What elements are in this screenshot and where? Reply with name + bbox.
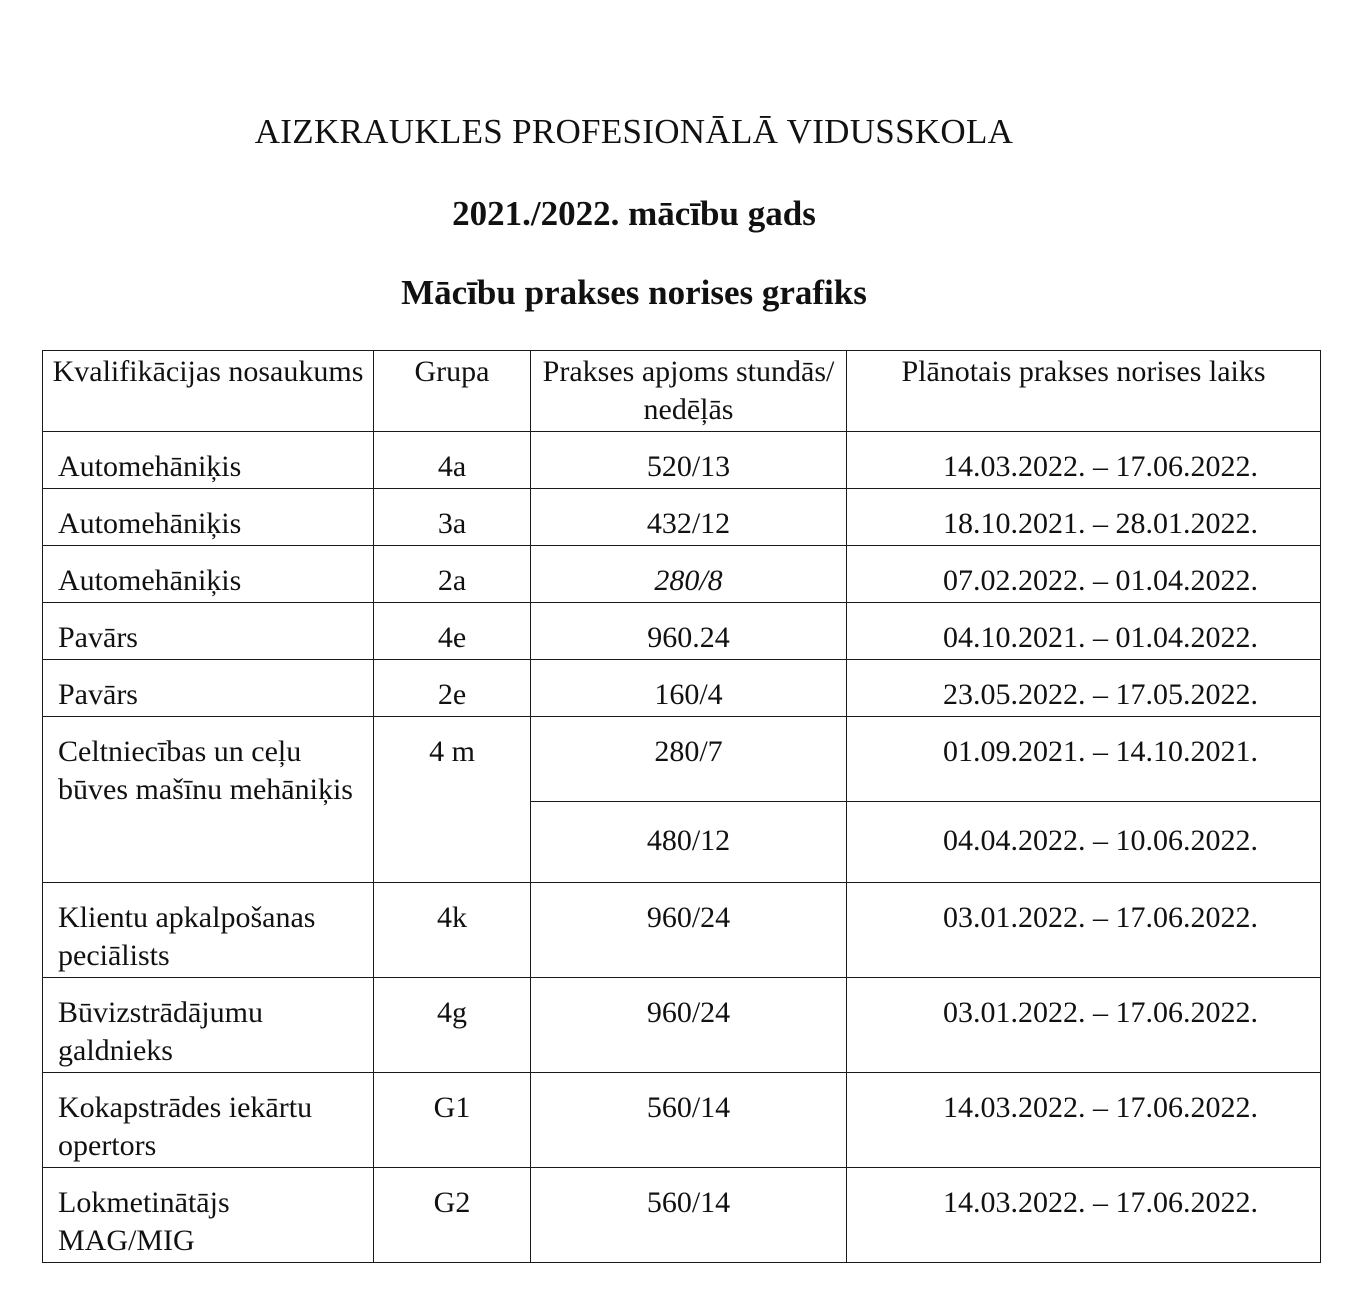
volume-cell: 560/14 [531,1073,847,1168]
volume-cell: 160/4 [531,660,847,717]
volume-cell: 280/7 [531,717,847,802]
qualification-cell: Automehāniķis [43,432,374,489]
volume-cell: 960/24 [531,978,847,1073]
academic-year: 2021./2022. mācību gads [452,194,816,233]
group-cell: 3a [374,489,531,546]
period-cell: 03.01.2022. – 17.06.2022. [847,978,1321,1073]
table-row [43,432,1321,489]
table-row [43,1168,1321,1263]
period-cell: 14.03.2022. – 17.06.2022. [847,1073,1321,1168]
column-header-qualification: Kvalifikācijas nosaukums [43,351,374,432]
group-cell: 2a [374,546,531,603]
group-cell: 4g [374,978,531,1073]
column-header-period: Plānotais prakses norises laiks [847,351,1321,432]
document-title: Mācību prakses norises grafiks [401,273,867,312]
period-cell: 07.02.2022. – 01.04.2022. [847,546,1321,603]
group-cell: 2e [374,660,531,717]
period-cell: 18.10.2021. – 28.01.2022. [847,489,1321,546]
volume-cell: 960.24 [531,603,847,660]
table-row [43,603,1321,660]
qualification-cell: Automehāniķis [43,489,374,546]
qualification-cell: Kokapstrādes iekārtu opertors [43,1073,374,1168]
column-header-group: Grupa [374,351,531,432]
volume-cell: 520/13 [531,432,847,489]
group-cell: 4e [374,603,531,660]
group-cell: G2 [374,1168,531,1263]
table-header-row [43,351,1321,432]
group-cell: 4 m [374,717,531,883]
volume-cell: 960/24 [531,883,847,978]
qualification-cell: Pavārs [43,660,374,717]
period-cell: 03.01.2022. – 17.06.2022. [847,883,1321,978]
column-header-volume: Prakses apjoms stundās/ nedēļās [531,351,847,432]
period-cell: 14.03.2022. – 17.06.2022. [847,432,1321,489]
period-cell: 14.03.2022. – 17.06.2022. [847,1168,1321,1263]
table-row [43,489,1321,546]
qualification-cell: Automehāniķis [43,546,374,603]
group-cell: 4a [374,432,531,489]
practice-schedule-table [42,350,1321,1263]
volume-cell: 280/8 [531,546,847,603]
table-row [43,660,1321,717]
qualification-cell: Lokmetinātājs MAG/MIG [43,1168,374,1263]
group-cell: G1 [374,1073,531,1168]
table-row [43,978,1321,1073]
table-row [43,883,1321,978]
volume-cell: 432/12 [531,489,847,546]
group-cell: 4k [374,883,531,978]
volume-cell: 480/12 [531,802,847,883]
period-cell: 23.05.2022. – 17.05.2022. [847,660,1321,717]
qualification-cell: Klientu apkalpošanas peciālists [43,883,374,978]
table-row [43,1073,1321,1168]
period-cell: 04.10.2021. – 01.04.2022. [847,603,1321,660]
period-cell: 04.04.2022. – 10.06.2022. [847,802,1321,883]
qualification-cell: Celtniecības un ceļu būves mašīnu mehāniķis [43,717,374,883]
table-row [43,546,1321,603]
school-name: AIZKRAUKLES PROFESIONĀLĀ VIDUSSKOLA [254,112,1014,151]
qualification-cell: Pavārs [43,603,374,660]
table-row [43,717,1321,802]
qualification-cell: Būvizstrādājumu galdnieks [43,978,374,1073]
period-cell: 01.09.2021. – 14.10.2021. [847,717,1321,802]
volume-cell: 560/14 [531,1168,847,1263]
